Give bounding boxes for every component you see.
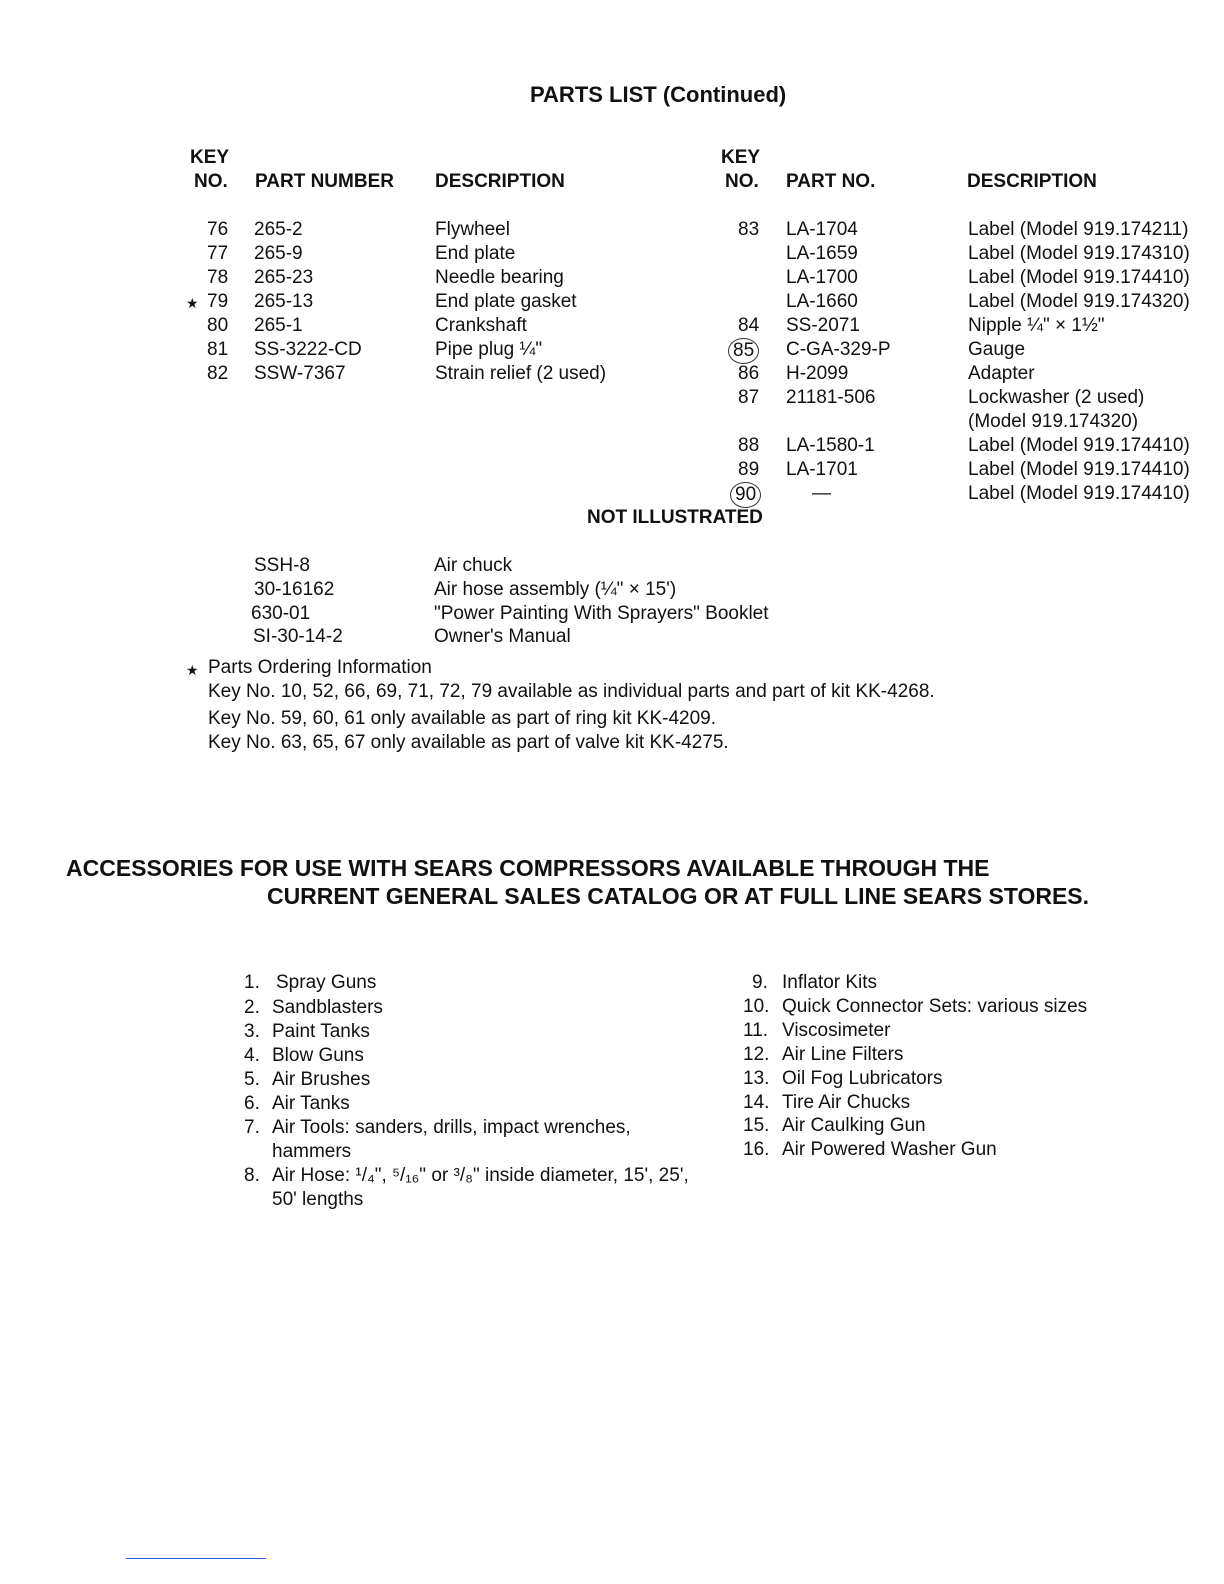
key-number: 89 bbox=[738, 459, 760, 480]
part-number: 265-1 bbox=[254, 315, 303, 336]
part-number: SS-2071 bbox=[786, 315, 860, 336]
footer-rule bbox=[126, 1558, 266, 1559]
part-description: Air hose assembly (¼" × 15') bbox=[434, 579, 677, 600]
item-text: Tire Air Chucks bbox=[782, 1092, 911, 1113]
part-description: Label (Model 919.174310) bbox=[968, 243, 1190, 264]
part-description: Label (Model 919.174410) bbox=[968, 267, 1190, 288]
part-description: Strain relief (2 used) bbox=[435, 363, 607, 384]
part-description: Lockwasher (2 used) bbox=[968, 387, 1145, 408]
part-description: Label (Model 919.174410) bbox=[968, 459, 1190, 480]
key-number: 84 bbox=[738, 315, 760, 336]
item-number: 2. bbox=[244, 997, 260, 1018]
key-number: 90 bbox=[730, 482, 761, 508]
item-text: Air Brushes bbox=[272, 1069, 371, 1090]
part-number: LA-1660 bbox=[786, 291, 858, 312]
part-number: LA-1704 bbox=[786, 219, 858, 240]
item-text: Paint Tanks bbox=[272, 1021, 370, 1042]
key-number: 78 bbox=[207, 267, 229, 288]
item-text: Air Hose: ¹/₄", ⁵/₁₆" or ³/₈" inside diameter, 15', 25', bbox=[272, 1165, 689, 1186]
left-key-header-bottom: NO. bbox=[194, 171, 228, 192]
item-text: Spray Guns bbox=[276, 972, 377, 993]
part-number: LA-1700 bbox=[786, 267, 858, 288]
key-number: 80 bbox=[207, 315, 229, 336]
part-number: 265-13 bbox=[254, 291, 314, 312]
part-number: C-GA-329-P bbox=[786, 339, 891, 360]
key-number: 87 bbox=[738, 387, 760, 408]
ordering-title: Parts Ordering Information bbox=[208, 657, 432, 678]
left-desc-header: DESCRIPTION bbox=[435, 171, 565, 192]
item-text: Air Powered Washer Gun bbox=[782, 1139, 997, 1160]
item-text: Oil Fog Lubricators bbox=[782, 1068, 943, 1089]
part-description: Nipple ¼" × 1½" bbox=[968, 315, 1105, 336]
part-description: Label (Model 919.174410) bbox=[968, 483, 1190, 504]
right-part-header: PART NO. bbox=[786, 171, 876, 192]
part-number: LA-1580-1 bbox=[786, 435, 875, 456]
key-number: 83 bbox=[738, 219, 760, 240]
item-text: Blow Guns bbox=[272, 1045, 364, 1066]
key-number: 79 bbox=[207, 291, 229, 312]
part-number: SS-3222-CD bbox=[254, 339, 362, 360]
item-number: 15. bbox=[743, 1115, 770, 1136]
part-description: Adapter bbox=[968, 363, 1035, 384]
part-description: Crankshaft bbox=[435, 315, 527, 336]
item-text: Air Tanks bbox=[272, 1093, 350, 1114]
key-number: 88 bbox=[738, 435, 760, 456]
key-number: 85 bbox=[728, 338, 759, 364]
item-number: 9. bbox=[752, 972, 768, 993]
part-number: H-2099 bbox=[786, 363, 849, 384]
right-key-header-bottom: NO. bbox=[725, 171, 759, 192]
part-description: "Power Painting With Sprayers" Booklet bbox=[434, 603, 769, 624]
left-part-header: PART NUMBER bbox=[255, 171, 394, 192]
part-number: LA-1659 bbox=[786, 243, 858, 264]
part-number: 265-2 bbox=[254, 219, 303, 240]
not-illustrated-heading: NOT ILLUSTRATED bbox=[587, 507, 763, 528]
item-number: 13. bbox=[743, 1068, 770, 1089]
part-description: Pipe plug ¼" bbox=[435, 339, 543, 360]
part-description: Needle bearing bbox=[435, 267, 564, 288]
part-description: Label (Model 919.174410) bbox=[968, 435, 1190, 456]
part-description: Air chuck bbox=[434, 555, 513, 576]
page-title: PARTS LIST (Continued) bbox=[530, 82, 787, 107]
item-number: 6. bbox=[244, 1093, 260, 1114]
key-number: 82 bbox=[207, 363, 229, 384]
part-number: 265-23 bbox=[254, 267, 314, 288]
item-text: Air Line Filters bbox=[782, 1044, 904, 1065]
part-description: Label (Model 919.174320) bbox=[968, 291, 1190, 312]
ordering-line: Key No. 63, 65, 67 only available as part of valve kit KK-4275. bbox=[208, 732, 729, 753]
right-key-header-top: KEY bbox=[721, 147, 761, 168]
star-marker: ★ bbox=[186, 295, 199, 311]
part-number: 265-9 bbox=[254, 243, 303, 264]
item-number: 16. bbox=[743, 1139, 770, 1160]
part-description: Label (Model 919.174211) bbox=[968, 219, 1189, 240]
item-text-continued: 50' lengths bbox=[272, 1189, 364, 1210]
ordering-line: Key No. 10, 52, 66, 69, 71, 72, 79 available as individual parts and part of kit KK-4268. bbox=[208, 681, 935, 702]
part-description: Owner's Manual bbox=[434, 626, 571, 647]
item-text: Air Tools: sanders, drills, impact wrenches, bbox=[272, 1117, 631, 1138]
item-number: 14. bbox=[743, 1092, 770, 1113]
item-number: 3. bbox=[244, 1021, 260, 1042]
item-number: 7. bbox=[244, 1117, 260, 1138]
item-number: 12. bbox=[743, 1044, 770, 1065]
accessories-banner-line-2: CURRENT GENERAL SALES CATALOG OR AT FULL LINE SEARS STORES. bbox=[266, 883, 1090, 909]
item-number: 10. bbox=[743, 996, 770, 1017]
part-description: End plate gasket bbox=[435, 291, 577, 312]
part-number: SI-30-14-2 bbox=[253, 626, 343, 647]
item-number: 4. bbox=[244, 1045, 260, 1066]
item-text: Air Caulking Gun bbox=[782, 1115, 926, 1136]
part-number: SSH-8 bbox=[254, 555, 310, 576]
part-number: 30-16162 bbox=[254, 579, 335, 600]
star-marker: ★ bbox=[186, 662, 199, 678]
part-description: Flywheel bbox=[435, 219, 510, 240]
part-number: SSW-7367 bbox=[254, 363, 346, 384]
part-number: 21181-506 bbox=[786, 387, 876, 408]
right-desc-header: DESCRIPTION bbox=[967, 171, 1097, 192]
item-text: Quick Connector Sets: various sizes bbox=[782, 996, 1088, 1017]
part-number: 630-01 bbox=[251, 603, 311, 624]
item-text: Inflator Kits bbox=[782, 972, 878, 993]
item-text: Sandblasters bbox=[272, 997, 383, 1018]
key-number: 76 bbox=[207, 219, 229, 240]
part-number: LA-1701 bbox=[786, 459, 858, 480]
item-number: 5. bbox=[244, 1069, 260, 1090]
part-description: End plate bbox=[435, 243, 516, 264]
left-key-header-top: KEY bbox=[190, 147, 230, 168]
accessories-banner-line-1: ACCESSORIES FOR USE WITH SEARS COMPRESSORS AVAILABLE THROUGH THE bbox=[66, 855, 990, 881]
part-number: — bbox=[812, 483, 831, 504]
key-number: 77 bbox=[207, 243, 229, 264]
item-number: 11. bbox=[743, 1020, 769, 1041]
item-text-continued: hammers bbox=[272, 1141, 352, 1162]
part-description: Gauge bbox=[968, 339, 1026, 360]
item-number: 1. bbox=[244, 972, 260, 993]
ordering-line: Key No. 59, 60, 61 only available as part of ring kit KK-4209. bbox=[208, 708, 717, 729]
item-text: Viscosimeter bbox=[782, 1020, 891, 1041]
key-number: 81 bbox=[207, 339, 229, 360]
part-description: (Model 919.174320) bbox=[968, 411, 1139, 432]
key-number: 86 bbox=[738, 363, 760, 384]
item-number: 8. bbox=[244, 1165, 260, 1186]
